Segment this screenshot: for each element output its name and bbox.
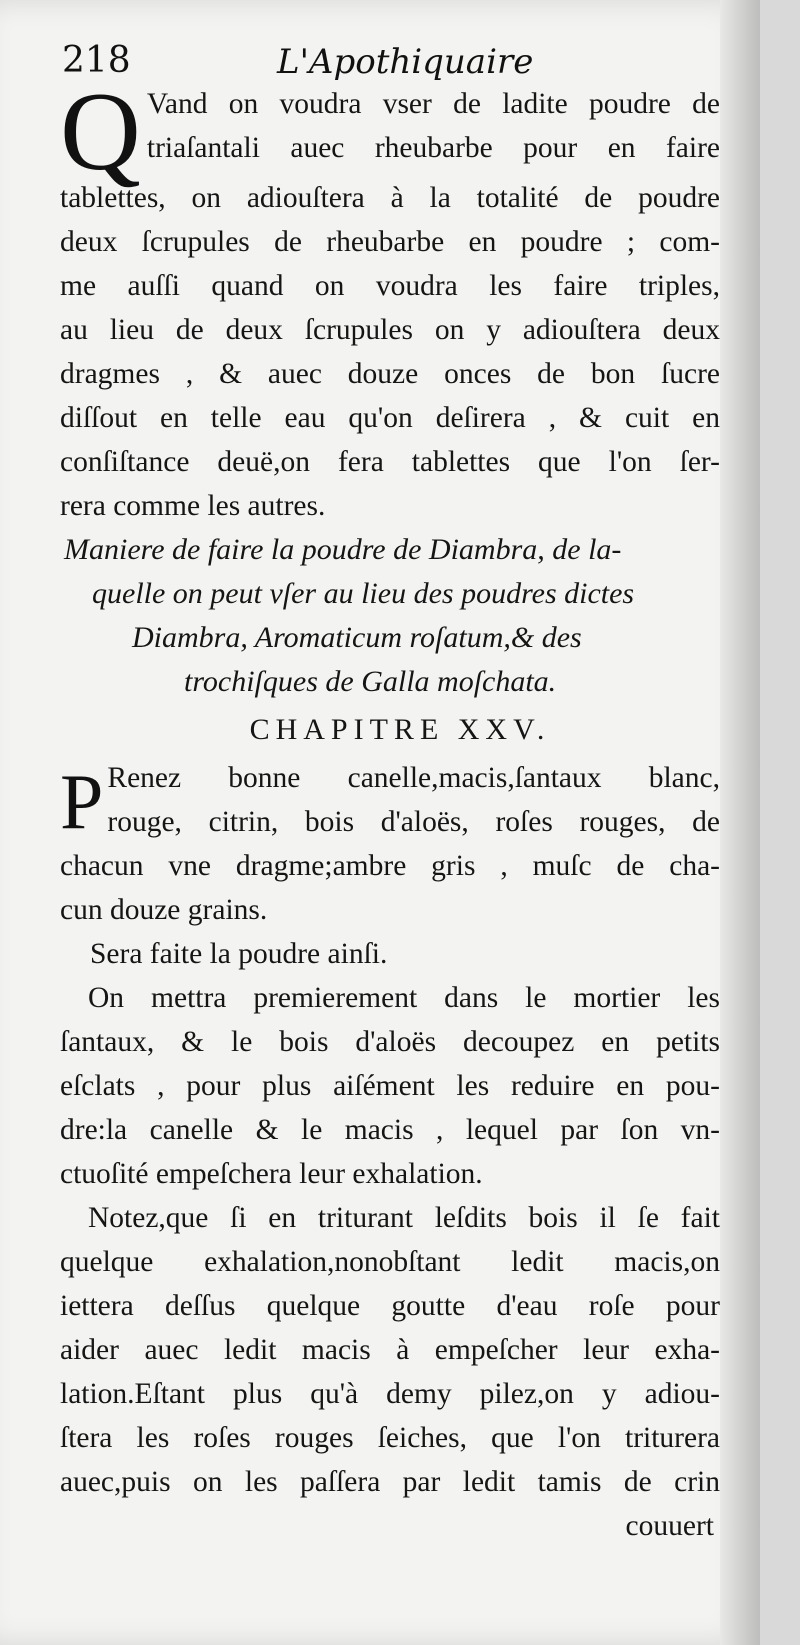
text-line: tablettes, on adiouſtera à la totalité de poudre: [60, 182, 720, 214]
text-line: lation.Eſtant plus qu'à demy pilez,on y adiou-: [60, 1378, 720, 1410]
text-line: au lieu de deux ſcrupules on y adiouſtera deux: [60, 314, 720, 346]
text-line: Renez bonne canelle,macis,ſantaux blanc,: [107, 762, 720, 794]
text-line: On mettra premierement dans le mortier les: [88, 982, 720, 1014]
page-body: [60, 70, 720, 1548]
title-line: trochiſques de Galla moſchata.: [184, 665, 557, 698]
text-line: ſantaux, & le bois d'aloës decoupez en petits: [60, 1026, 720, 1058]
page-number: 218: [62, 40, 131, 81]
text-line: deux ſcrupules de rheubarbe en poudre ; com-: [60, 226, 720, 258]
text-line: eſclats , pour plus aiſément les reduire en pou-: [60, 1070, 720, 1102]
text-line: quelque exhalation,nonobſtant ledit macis,on: [60, 1246, 720, 1278]
paragraph-tablettes: [60, 70, 720, 528]
paragraph-sera: Sera faite la poudre ainſi.: [90, 938, 388, 970]
text-line: diſſout en telle eau qu'on deſirera , & cuit en: [60, 402, 720, 434]
title-line: quelle on peut vſer au lieu des poudres dictes: [92, 577, 635, 610]
drop-cap-q: Q: [60, 70, 141, 194]
text-line: triaſantali auec rheubarbe pour en faire: [146, 132, 720, 164]
text-line: Notez,que ſi en triturant leſdits bois il ſe fait: [88, 1202, 720, 1234]
text-line: rera comme les autres.: [60, 490, 326, 522]
text-line: auec,puis on les paſſera par ledit tamis de crin: [60, 1466, 720, 1498]
title-line: Maniere de faire la poudre de Diambra, de la-: [64, 533, 622, 566]
title-line: Diambra, Aromaticum roſatum,& des: [132, 621, 582, 654]
text-line: chacun vne dragme;ambre gris , muſc de cha-: [60, 850, 720, 882]
text-line: me auſſi quand on voudra les faire triples,: [60, 270, 720, 302]
recipe-title: [60, 528, 720, 704]
text-line: ctuoſité empeſchera leur exhalation.: [60, 1158, 483, 1190]
text-line: dragmes , & auec douze onces de bon ſucre: [60, 358, 720, 390]
chapter-heading: CHAPITRE XXV.: [249, 713, 551, 746]
text-line: iettera deſſus quelque goutte d'eau roſe pour: [60, 1290, 720, 1322]
page-header: [62, 40, 702, 88]
text-line: cun douze grains.: [60, 894, 268, 926]
text-line: aider auec ledit macis à empeſcher leur exha-: [60, 1334, 720, 1366]
drop-cap-p: P: [60, 758, 104, 845]
page-edge-shadow: [720, 0, 760, 1645]
catchword: couuert: [625, 1510, 714, 1542]
text-line: rouge, citrin, bois d'aloës, roſes rouges, de: [107, 806, 720, 838]
paragraph-mettra: [60, 976, 720, 1196]
paragraph-ingredients: [60, 756, 720, 932]
paragraph-notez: [60, 1196, 720, 1504]
running-title: L'Apothiquaire: [277, 42, 534, 82]
text-line: dre:la canelle & le macis , lequel par ſon vn-: [60, 1114, 720, 1146]
text-line: ſtera les roſes rouges ſeiches, que l'on triturera: [60, 1422, 720, 1454]
text-line: conſiſtance deuë,on fera tablettes que l'on ſer-: [60, 446, 720, 478]
text-line: Vand on voudra vser de ladite poudre de: [146, 88, 720, 120]
